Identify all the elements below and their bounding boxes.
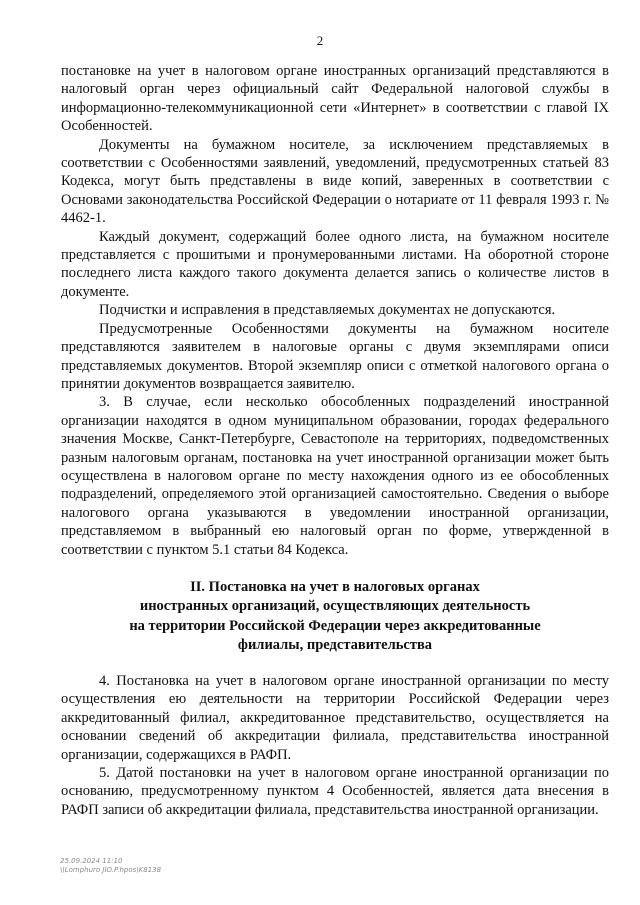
- section-heading: [61, 578, 609, 656]
- section-heading-line: II. Постановка на учет в налоговых органах: [190, 578, 480, 595]
- section-heading-line: иностранных организаций, осуществляющих деятельность: [139, 598, 531, 615]
- footer-timestamp: 25.09.2024 11:10: [60, 857, 123, 865]
- footer-stamp: [60, 857, 161, 875]
- footer-file-path: \\Lomphuro JIO.P.hpos\K8138: [60, 866, 162, 874]
- paragraph-continuation: постановке на учет в налоговом органе иностранных организаций представляются в налоговый орган через официальный сайт Федеральной налоговой службы в информационно-телекоммуникационной сети «Интернет» в соответствии с главой IX Особенностей.: [61, 63, 609, 135]
- paragraph-item-3: 3. В случае, если несколько обособленных подразделений иностранной организации находятся в одном муниципальном образовании, городах федерального значения Москве, Санкт-Петербурге, Севастополе на территориях, подведомственных разным налоговым органам, постановка на учет иностранной организации может быть осуществлена в налоговом органе по месту нахождения одного из ее обособленных подразделений, определяемого этой организацией самостоятельно. Сведения о выборе налогового органа указываются в уведомлении иностранной организации, представляемом в выбранный ею налоговый орган по форме, утвержденной в соответствии с пунктом 5.1 статьи 84 Кодекса.: [61, 394, 609, 558]
- paragraph-item-4: 4. Постановка на учет в налоговом органе иностранной организации по месту осуществления ею деятельности на территории Российской Федерации через аккредитованный филиал, аккредитованное представительство, осуществляется на основании сведений об аккредитации филиала, представительства иностранной организации, содержащихся в РАФП.: [61, 672, 609, 763]
- paragraph-paper-documents: Документы на бумажном носителе, за исключением представляемых в соответствии с Особенностями заявлений, уведомлений, предусмотренных статьей 83 Кодекса, могут быть представлены в виде копий, заверенных в соответствии с Основами законодательства Российской Федерации о нотариате от 11 февраля 1993 г. № 4462-1.: [61, 136, 609, 227]
- paragraph-inventory-copies: Предусмотренные Особенностями документы на бумажном носителе представляются заявителем в налоговые органы с двумя экземплярами описи представляемых документов. Второй экземпляр описи с отметкой налогового органа о принятии документов возвращается заявителю.: [61, 320, 609, 392]
- page-number: 2: [316, 33, 324, 48]
- section-heading-line: на территории Российской Федерации через аккредитованные: [129, 617, 541, 634]
- document-body: [61, 62, 609, 819]
- paragraph-item-5: 5. Датой постановки на учет в налоговом органе иностранной организации по основанию, предусмотренному пунктом 4 Особенностей, является дата внесения в РАФП записи об аккредитации филиала, представительства иностранной организации.: [61, 765, 609, 818]
- section-heading-line: филиалы, представительства: [237, 637, 433, 654]
- paragraph-multi-sheet-documents: Каждый документ, содержащий более одного листа, на бумажном носителе представляется с прошитыми и пронумерованными листами. На оборотной стороне последнего листа каждого такого документа делается запись о количестве листов в документе.: [61, 228, 609, 300]
- paragraph-no-corrections: Подчистки и исправления в представляемых документах не допускаются.: [99, 302, 556, 319]
